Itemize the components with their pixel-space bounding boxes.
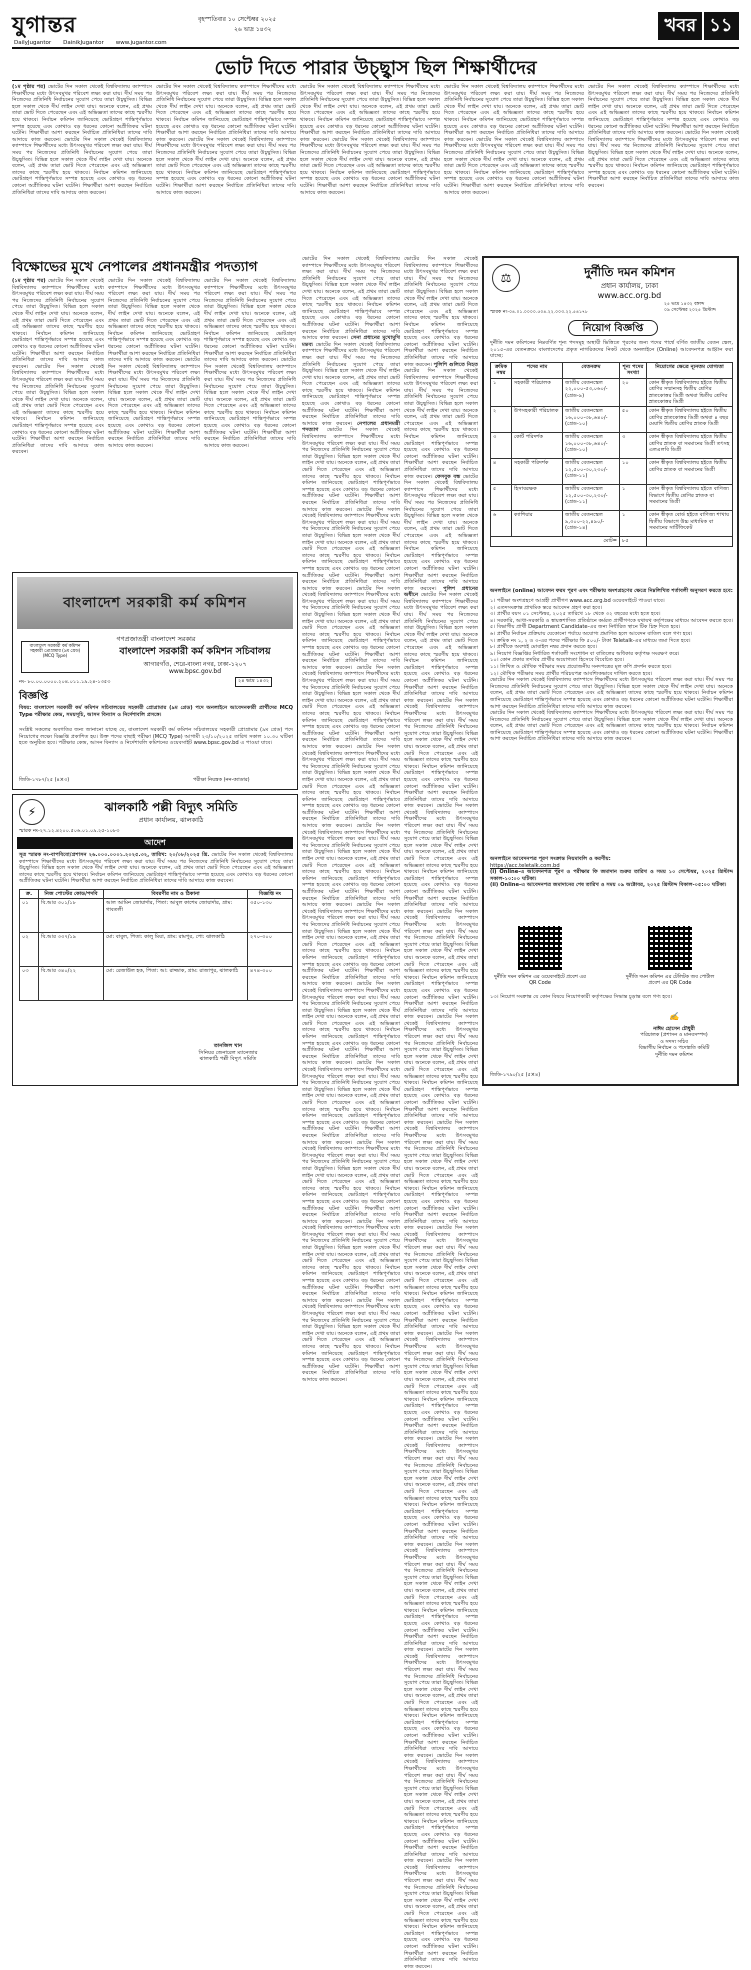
story-text: ভোটের দিন সকাল থেকেই বিশ্ববিদ্যালয় ক্যাম্পাসে শিক্ষার্থীদের মধ্যে উৎসবমুখর পরিবেশ লক্ষ্য করা যায়। দীর্ঘ সময় পর নিজেদের প্রতিনিধি নির্বাচনের সুযোগ পেয়ে তারা উচ্ছ্বসিত। বিভিন্ন হলে সকাল থেকে দীর্ঘ লাইন দেখা যায়। অনেকে বলেন, এই প্রথম তারা ভোট দিতে পেরেছেন এবং এই অভিজ্ঞতা তাদের কাছে স্মরণীয় হয়ে থাকবে। নির্বাচন কমিশন জানিয়েছে ভোটগ্রহণ শান্তিপূর্ণভাবে সম্পন্ন হয়েছে এবং কোথাও বড় ধরনের কোনো অপ্রীতিকর ঘটনা ঘটেনি। শিক্ষার্থীরা আশা করছেন নির্বাচিত প্রতিনিধিরা তাদের দাবি আদায়ে কাজ করবেন। — [302, 823, 400, 909]
acc-code: জিডি-১৭৯০/২৫ (৫×৪) — [490, 1072, 541, 1078]
bpsc-code: জিডি-১৭৮৭/২৫ (৪×৩) — [19, 777, 70, 783]
table-row — [491, 459, 733, 485]
nepal-col-2 — [108, 278, 200, 568]
nepal-col-3 — [204, 278, 296, 568]
filler-text: ভোটের দিন সকাল থেকেই বিশ্ববিদ্যালয় ক্যাম্পাসে শিক্ষার্থীদের মধ্যে উৎসবমুখর পরিবেশ লক্ষ্য করা যায়। দীর্ঘ সময় পর নিজেদের প্রতিনিধি নির্বাচনের সুযোগ পেয়ে তারা উচ্ছ্বসিত। বিভিন্ন হলে সকাল থেকে দীর্ঘ লাইন দেখা যায়। অনেকে বলেন, এই প্রথম তারা ভোট দিতে পেরেছেন এবং এই অভিজ্ঞতা তাদের কাছে স্মরণীয় হয়ে থাকবে। নির্বাচন কমিশন জানিয়েছে ভোটগ্রহণ শান্তিপূর্ণভাবে সম্পন্ন হয়েছে এবং কোথাও বড় ধরনের কোনো অপ্রীতিকর ঘটনা ঘটেনি। শিক্ষার্থীরা আশা করছেন নির্বাচিত প্রতিনিধিরা তাদের দাবি আদায়ে কাজ করবেন। — [490, 710, 733, 743]
signer-committee: বিভাগীয় নির্বাচন ও পদোন্নতি কমিটি — [638, 1045, 710, 1052]
table-cell: ৫০ — [620, 407, 647, 433]
online-start: (i) Online-এ আবেদনপত্র পূরণ ও পরীক্ষার ফি জমাদান শুরুর তারিখ ও সময় ১০ সেপ্টেম্বর, ২০২৫ খ্রিস্টাব্দ সকাল-১০:০০ ঘটিকা। — [490, 869, 733, 882]
table-cell: ০১ — [20, 899, 39, 933]
table-cell: ১ — [620, 485, 647, 511]
signature-scribble: ✍ — [669, 1012, 679, 1021]
story-text: ভোটের দিন সকাল থেকেই বিশ্ববিদ্যালয় ক্যাম্পাসে শিক্ষার্থীদের মধ্যে উৎসবমুখর পরিবেশ লক্ষ্য করা যায়। দীর্ঘ সময় পর নিজেদের প্রতিনিধি নির্বাচনের সুযোগ পেয়ে তারা উচ্ছ্বসিত। বিভিন্ন হলে সকাল থেকে দীর্ঘ লাইন দেখা যায়। অনেকে বলেন, এই প্রথম তারা ভোট দিতে পেরেছেন এবং এই অভিজ্ঞতা তাদের কাছে স্মরণীয় হয়ে থাকবে। নির্বাচন কমিশন জানিয়েছে ভোটগ্রহণ শান্তিপূর্ণভাবে সম্পন্ন হয়েছে এবং কোথাও বড় ধরনের কোনো অপ্রীতিকর ঘটনা ঘটেনি। শিক্ষার্থীরা আশা করছেন নির্বাচিত প্রতিনিধিরা তাদের দাবি আদায়ে কাজ করবেন। — [156, 136, 296, 196]
masthead — [12, 8, 739, 52]
total-label: মোট= — [491, 537, 620, 546]
story-text: ভোটের দিন সকাল থেকেই বিশ্ববিদ্যালয় ক্যাম্পাসে শিক্ষার্থীদের মধ্যে উৎসবমুখর পরিবেশ লক্ষ্য করা যায়। দীর্ঘ সময় পর নিজেদের প্রতিনিধি নির্বাচনের সুযোগ পেয়ে তারা উচ্ছ্বসিত। বিভিন্ন হলে সকাল থেকে দীর্ঘ লাইন দেখা যায়। অনেকে বলেন, এই প্রথম তারা ভোট দিতে পেরেছেন এবং এই অভিজ্ঞতা তাদের কাছে স্মরণীয় হয়ে থাকবে। নির্বাচন কমিশন জানিয়েছে ভোটগ্রহণ শান্তিপূর্ণভাবে সম্পন্ন হয়েছে এবং কোথাও বড় ধরনের কোনো অপ্রীতিকর ঘটনা ঘটেনি। শিক্ষার্থীরা আশা করছেন নির্বাচিত প্রতিনিধিরা তাদের দাবি আদায়ে কাজ করবেন। — [444, 84, 584, 143]
story-text: ভোটের দিন সকাল থেকেই বিশ্ববিদ্যালয় ক্যাম্পাসে শিক্ষার্থীদের মধ্যে উৎসবমুখর পরিবেশ লক্ষ্য করা যায়। দীর্ঘ সময় পর নিজেদের প্রতিনিধি নির্বাচনের সুযোগ পেয়ে তারা উচ্ছ্বসিত। বিভিন্ন হলে সকাল থেকে দীর্ঘ লাইন দেখা যায়। অনেকে বলেন, এই প্রথম তারা ভোট দিতে পেরেছেন এবং এই অভিজ্ঞতা তাদের কাছে স্মরণীয় হয়ে থাকবে। নির্বাচন কমিশন জানিয়েছে ভোটগ্রহণ শান্তিপূর্ণভাবে সম্পন্ন হয়েছে এবং কোথাও বড় ধরনের কোনো অপ্রীতিকর ঘটনা ঘটেনি। শিক্ষার্থীরা আশা করছেন নির্বাচিত প্রতিনিধিরা তাদের দাবি আদায়ে কাজ করবেন। — [588, 84, 739, 137]
story-text: ভোটের দিন সকাল থেকেই বিশ্ববিদ্যালয় ক্যাম্পাসে শিক্ষার্থীদের মধ্যে উৎসবমুখর পরিবেশ লক্ষ্য করা যায়। দীর্ঘ সময় পর নিজেদের প্রতিনিধি নির্বাচনের সুযোগ পেয়ে তারা উচ্ছ্বসিত। বিভিন্ন হলে সকাল থেকে দীর্ঘ লাইন দেখা যায়। অনেকে বলেন, এই প্রথম তারা ভোট দিতে পেরেছেন এবং এই অভিজ্ঞতা তাদের কাছে স্মরণীয় হয়ে থাকবে। নির্বাচন কমিশন জানিয়েছে ভোটগ্রহণ শান্তিপূর্ণভাবে সম্পন্ন হয়েছে এবং কোথাও বড় ধরনের কোনো অপ্রীতিকর ঘটনা ঘটেনি। শিক্ষার্থীরা আশা করছেন নির্বাচিত প্রতিনিধিরা তাদের দাবি আদায়ে কাজ করবেন। — [302, 341, 400, 427]
bpsc-stamp — [21, 641, 89, 673]
bpsc-title: বাংলাদেশ সরকারী কর্ম কমিশন সচিবালয় — [119, 646, 271, 657]
story-text: ভোটের দিন সকাল থেকেই বিশ্ববিদ্যালয় ক্যাম্পাসে শিক্ষার্থীদের মধ্যে উৎসবমুখর পরিবেশ লক্ষ্য করা যায়। দীর্ঘ সময় পর নিজেদের প্রতিনিধি নির্বাচনের সুযোগ পেয়ে তারা উচ্ছ্বসিত। বিভিন্ন হলে সকাল থেকে দীর্ঘ লাইন দেখা যায়। অনেকে বলেন, এই প্রথম তারা ভোট দিতে পেরেছেন এবং এই অভিজ্ঞতা তাদের কাছে স্মরণীয় হয়ে থাকবে। নির্বাচন কমিশন জানিয়েছে ভোটগ্রহণ শান্তিপূর্ণভাবে সম্পন্ন হয়েছে এবং কোথাও বড় ধরনের কোনো অপ্রীতিকর ঘটনা ঘটেনি। শিক্ষার্থীরা আশা করছেন নির্বাচিত প্রতিনিধিরা তাদের দাবি আদায়ে কাজ করবেন। — [404, 1858, 478, 1970]
table-cell: জাতীয় বেতনস্কেল ১৬,০০০-৩৮,৬৪০/- (গ্রেড-১০) — [563, 433, 620, 459]
table-cell: জাতীয় বেতনস্কেল ১২,৫০০-৩০,২৩০/- (গ্রেড-১১) — [563, 485, 620, 511]
story-text: ভোটের দিন সকাল থেকেই বিশ্ববিদ্যালয় ক্যাম্পাসে শিক্ষার্থীদের মধ্যে উৎসবমুখর পরিবেশ লক্ষ্য করা যায়। দীর্ঘ সময় পর নিজেদের প্রতিনিধি নির্বাচনের সুযোগ পেয়ে তারা উচ্ছ্বসিত। বিভিন্ন হলে সকাল থেকে দীর্ঘ লাইন দেখা যায়। অনেকে বলেন, এই প্রথম তারা ভোট দিতে পেরেছেন এবং এই অভিজ্ঞতা তাদের কাছে স্মরণীয় হয়ে থাকবে। নির্বাচন কমিশন জানিয়েছে ভোটগ্রহণ শান্তিপূর্ণভাবে সম্পন্ন হয়েছে এবং কোথাও বড় ধরনের কোনো অপ্রীতিকর ঘটনা ঘটেনি। শিক্ষার্থীরা আশা করছেন নির্বাচিত প্রতিনিধিরা তাদের দাবি আদায়ে কাজ করবেন। — [12, 136, 152, 196]
section-label: খবর — [664, 14, 697, 36]
bpsc-body: সংশ্লিষ্ট সকলের অবগতির জন্য জানানো যাচ্ছে যে, বাংলাদেশ সরকারী কর্ম কমিশন সচিবালয়ের সহকারী প্রোগ্রামার (৯ম গ্রেড) পদে নিয়োগের লক্ষ্যে বিজ্ঞপ্তি প্রকাশিত হয়। উক্ত পদের বাছাই পরীক্ষা (MCQ Type) আগামী ২৩/১০/২০২৫ তারিখ সকাল ১০.৩০ ঘটিকা হতে অনুষ্ঠিত হবে। পরীক্ষার কেন্দ্র, আসন বিন্যাস ও নির্দেশাবলি কমিশনের ওয়েবসাইট www.bpsc.gov.bd এ পাওয়া যাবে। — [19, 727, 293, 747]
story-text: ভোটের দিন সকাল থেকেই বিশ্ববিদ্যালয় ক্যাম্পাসে শিক্ষার্থীদের মধ্যে উৎসবমুখর পরিবেশ লক্ষ্য করা যায়। দীর্ঘ সময় পর নিজেদের প্রতিনিধি নির্বাচনের সুযোগ পেয়ে তারা উচ্ছ্বসিত। বিভিন্ন হলে সকাল থেকে দীর্ঘ লাইন দেখা যায়। অনেকে বলেন, এই প্রথম তারা ভোট দিতে পেরেছেন এবং এই অভিজ্ঞতা তাদের কাছে স্মরণীয় হয়ে থাকবে। নির্বাচন কমিশন জানিয়েছে ভোটগ্রহণ শান্তিপূর্ণভাবে সম্পন্ন হয়েছে এবং কোথাও বড় ধরনের কোনো অপ্রীতিকর ঘটনা ঘটেনি। শিক্ষার্থীরা আশা করছেন নির্বাচিত প্রতিনিধিরা তাদের দাবি আদায়ে কাজ করবেন। — [404, 697, 478, 810]
story-text: ভোটের দিন সকাল থেকেই বিশ্ববিদ্যালয় ক্যাম্পাসে শিক্ষার্থীদের মধ্যে উৎসবমুখর পরিবেশ লক্ষ্য করা যায়। দীর্ঘ সময় পর নিজেদের প্রতিনিধি নির্বাচনের সুযোগ পেয়ে তারা উচ্ছ্বসিত। বিভিন্ন হলে সকাল থেকে দীর্ঘ লাইন দেখা যায়। অনেকে বলেন, এই প্রথম তারা ভোট দিতে পেরেছেন এবং এই অভিজ্ঞতা তাদের কাছে স্মরণীয় হয়ে থাকবে। নির্বাচন কমিশন জানিয়েছে ভোটগ্রহণ শান্তিপূর্ণভাবে সম্পন্ন হয়েছে এবং কোথাও বড় ধরনের কোনো অপ্রীতিকর ঘটনা ঘটেনি। শিক্ষার্থীরা আশা করছেন নির্বাচিত প্রতিনিধিরা তাদের দাবি আদায়ে কাজ করবেন। — [300, 136, 440, 196]
table-cell: ক্যাশিয়ার — [512, 511, 563, 537]
acc-signature-block — [614, 1014, 734, 1058]
table-cell: জাতীয় বেতনস্কেল ১২,৫০০-৩০,২৩০/- (গ্রেড-১১) — [563, 459, 620, 485]
section-badge — [658, 12, 739, 40]
bpsc-address: আগারগাঁও, শেরে-বাংলা নগর, ঢাকা-১২০৭ — [143, 661, 247, 668]
table-row — [20, 933, 293, 967]
acc-vacancy-table — [490, 362, 733, 547]
middle-subhead: পুলিশ প্রধানের অধীনে — [404, 585, 478, 599]
bpsc-ref: নং- ৮০.০০.০০০০.২০৪.০১১.১৯.২৪-১৩৫৩ — [19, 679, 111, 685]
story-text: ভোটের দিন সকাল থেকেই বিশ্ববিদ্যালয় ক্যাম্পাসে শিক্ষার্থীদের মধ্যে উৎসবমুখর পরিবেশ লক্ষ্য করা যায়। দীর্ঘ সময় পর নিজেদের প্রতিনিধি নির্বাচনের সুযোগ পেয়ে তারা উচ্ছ্বসিত। বিভিন্ন হলে সকাল থেকে দীর্ঘ লাইন দেখা যায়। অনেকে বলেন, এই প্রথম তারা ভোট দিতে পেরেছেন এবং এই অভিজ্ঞতা তাদের কাছে স্মরণীয় হয়ে থাকবে। নির্বাচন কমিশন জানিয়েছে ভোটগ্রহণ শান্তিপূর্ণভাবে সম্পন্ন হয়েছে এবং কোথাও বড় ধরনের কোনো অপ্রীতিকর ঘটনা ঘটেনি। শিক্ষার্থীরা আশা করছেন নির্বাচিত প্রতিনিধিরা তাদের দাবি আদায়ে কাজ করবেন। — [404, 1225, 478, 1337]
story-text: ভোটের দিন সকাল থেকেই বিশ্ববিদ্যালয় ক্যাম্পাসে শিক্ষার্থীদের মধ্যে উৎসবমুখর পরিবেশ লক্ষ্য করা যায়। দীর্ঘ সময় পর নিজেদের প্রতিনিধি নির্বাচনের সুযোগ পেয়ে তারা উচ্ছ্বসিত। বিভিন্ন হলে সকাল থেকে দীর্ঘ লাইন দেখা যায়। অনেকে বলেন, এই প্রথম তারা ভোট দিতে পেরেছেন এবং এই অভিজ্ঞতা তাদের কাছে স্মরণীয় হয়ে থাকবে। নির্বাচন কমিশন জানিয়েছে ভোটগ্রহণ শান্তিপূর্ণভাবে সম্পন্ন হয়েছে এবং কোথাও বড় ধরনের কোনো অপ্রীতিকর ঘটনা ঘটেনি। শিক্ষার্থীরা আশা করছেন নির্বাচিত প্রতিনিধিরা তাদের দাবি আদায়ে কাজ করবেন। — [204, 357, 296, 449]
table-cell: ৪ — [491, 459, 512, 485]
bpsc-banner-photo — [17, 577, 293, 629]
story-text: ভোটের দিন সকাল থেকেই বিশ্ববিদ্যালয় ক্যাম্পাসে শিক্ষার্থীদের মধ্যে উৎসবমুখর পরিবেশ লক্ষ্য করা যায়। দীর্ঘ সময় পর নিজেদের প্রতিনিধি নির্বাচনের সুযোগ পেয়ে তারা উচ্ছ্বসিত। বিভিন্ন হলে সকাল থেকে দীর্ঘ লাইন দেখা যায়। অনেকে বলেন, এই প্রথম তারা ভোট দিতে পেরেছেন এবং এই অভিজ্ঞতা তাদের কাছে স্মরণীয় হয়ে থাকবে। নির্বাচন কমিশন জানিয়েছে ভোটগ্রহণ শান্তিপূর্ণভাবে সম্পন্ন হয়েছে এবং কোথাও বড় ধরনের কোনো অপ্রীতিকর ঘটনা ঘটেনি। শিক্ষার্থীরা আশা করছেন নির্বাচিত প্রতিনিধিরা তাদের দাবি আদায়ে কাজ করবেন। — [404, 1541, 478, 1654]
table-cell: মো: বাবুল, পিতা: কালু মিয়া, গ্রাম: রামপুর, পো: ঝালকাঠি — [104, 933, 248, 967]
story-text: ভোটের দিন সকাল থেকেই বিশ্ববিদ্যালয় ক্যাম্পাসে শিক্ষার্থীদের মধ্যে উৎসবমুখর পরিবেশ লক্ষ্য করা যায়। দীর্ঘ সময় পর নিজেদের প্রতিনিধি নির্বাচনের সুযোগ পেয়ে তারা উচ্ছ্বসিত। বিভিন্ন হলে সকাল থেকে দীর্ঘ লাইন দেখা যায়। অনেকে বলেন, এই প্রথম তারা ভোট দিতে পেরেছেন এবং এই অভিজ্ঞতা তাদের কাছে স্মরণীয় হয়ে থাকবে। নির্বাচন কমিশন জানিয়েছে ভোটগ্রহণ শান্তিপূর্ণভাবে সম্পন্ন হয়েছে এবং কোথাও বড় ধরনের কোনো অপ্রীতিকর ঘটনা ঘটেনি। শিক্ষার্থীরা আশা করছেন নির্বাচিত প্রতিনিধিরা তাদের দাবি আদায়ে কাজ করবেন। — [404, 1014, 478, 1126]
nepal-byline: (১ম পৃষ্ঠার পর) — [12, 278, 46, 284]
jhalokathi-signature — [163, 1043, 293, 1063]
story-text: ভোটের দিন সকাল থেকেই বিশ্ববিদ্যালয় ক্যাম্পাসে শিক্ষার্থীদের মধ্যে উৎসবমুখর পরিবেশ লক্ষ্য করা যায়। দীর্ঘ সময় পর নিজেদের প্রতিনিধি নির্বাচনের সুযোগ পেয়ে তারা উচ্ছ্বসিত। বিভিন্ন হলে সকাল থেকে দীর্ঘ লাইন দেখা যায়। অনেকে বলেন, এই প্রথম তারা ভোট দিতে পেরেছেন এবং এই অভিজ্ঞতা তাদের কাছে স্মরণীয় হয়ে থাকবে। নির্বাচন কমিশন জানিয়েছে ভোটগ্রহণ শান্তিপূর্ণভাবে সম্পন্ন হয়েছে এবং কোথাও বড় ধরনের কোনো অপ্রীতিকর ঘটনা ঘটেনি। শিক্ষার্থীরা আশা করছেন নির্বাচিত প্রতিনিধিরা তাদের দাবি আদায়ে কাজ করবেন। — [404, 368, 478, 480]
acc-ad — [482, 256, 739, 1086]
condition-item: ২। এতদসংক্রান্ত প্রাথমিক স্তরে আবেদন গ্রহণ করা হবে। — [490, 604, 602, 611]
story-text: ভোটের দিন সকাল থেকেই বিশ্ববিদ্যালয় ক্যাম্পাসে শিক্ষার্থীদের মধ্যে উৎসবমুখর পরিবেশ লক্ষ্য করা যায়। দীর্ঘ সময় পর নিজেদের প্রতিনিধি নির্বাচনের সুযোগ পেয়ে তারা উচ্ছ্বসিত। বিভিন্ন হলে সকাল থেকে দীর্ঘ লাইন দেখা যায়। অনেকে বলেন, এই প্রথম তারা ভোট দিতে পেরেছেন এবং এই অভিজ্ঞতা তাদের কাছে স্মরণীয় হয়ে থাকবে। নির্বাচন কমিশন জানিয়েছে ভোটগ্রহণ শান্তিপূর্ণভাবে সম্পন্ন হয়েছে এবং কোথাও বড় ধরনের কোনো অপ্রীতিকর ঘটনা ঘটেনি। শিক্ষার্থীরা আশা করছেন নির্বাচিত প্রতিনিধিরা তাদের দাবি আদায়ে কাজ করবেন। — [300, 84, 440, 143]
table-header: বিজ্ঞপ্তি নং — [248, 890, 293, 899]
bpsc-subject: বিষয়: বাংলাদেশ সরকারী কর্ম কমিশন সচিবালয়ের সহকারী প্রোগ্রামার (৯ম গ্রেড) পদে অনলাইনে আবেদনকারী প্রার্থীদের MCQ Type পরীক্ষার কেন্দ্র, সময়সূচি, আসন বিন্যাস ও নির্দেশাবলি প্রসঙ্গে। — [19, 705, 293, 718]
signer-name: নাঈম হোসেন চৌধুরী — [653, 1026, 695, 1032]
nepal-col-1 — [12, 278, 104, 568]
order-subject-text: সূত্র স্মারক নং-বাপবিবো/প্রশাসন ২৬.০০০.০০০১.২০২৫.৩২, তারিখ: ২০/০৮/২০২৫ খ্রি. — [19, 852, 210, 858]
table-cell: কোন স্বীকৃত বিশ্ববিদ্যালয় হইতে বাণিজ্য বিভাগে দ্বিতীয় শ্রেণির স্নাতক বা সমমানের ডিগ্রী — [647, 485, 733, 511]
table-cell: কোন স্বীকৃত বিশ্ববিদ্যালয় হইতে দ্বিতীয় শ্রেণির স্নাতক বা সমমানের ডিগ্রী — [647, 459, 733, 485]
signer-org: ঝালকাঠি পল্লী বিদ্যুৎ সমিতি — [199, 1056, 257, 1063]
page-number: ১১ — [702, 11, 732, 42]
table-cell: উপসহকারী পরিচালক — [512, 407, 563, 433]
condition-item: ১। পরীক্ষা অংশগ্রহণে আগ্রহী প্রার্থীগণ www.acc.org.bd ওয়েবসাইটে পাওয়া যাবে। — [490, 598, 665, 604]
table-cell: ৬ — [491, 511, 512, 537]
table-cell: ২০ — [620, 378, 647, 407]
table-row — [20, 967, 293, 1001]
bpsc-date: ২৪ ভাদ্র ১৪৩২ — [235, 677, 272, 687]
date-line-2 — [234, 24, 271, 35]
table-cell: জাতীয় বেতনস্কেল ৯,৩০০-২২,৪৯০/- (গ্রেড-১৪) — [563, 511, 620, 537]
stamp-line: সহকারী প্রোগ্রামার (৯ম গ্রেড) — [29, 649, 81, 655]
pbs-logo: ⚡ — [19, 799, 45, 825]
middle-subhead: পুলিশি গুলিতে নিহত — [433, 361, 478, 368]
condition-item: ৪। সরকারি, আধা-সরকারি ও স্বায়ত্তশাসিত প্রতিষ্ঠানে কর্মরত প্রার্থীগণকে যথাযথ কর্তৃপক্ষের মাধ্যমে আবেদন করতে হবে। — [490, 617, 733, 624]
middle-subhead: সেনা প্রধানের মুখোমুখি মন্তব্য — [302, 335, 400, 348]
acc-web[interactable]: www.acc.org.bd — [597, 291, 662, 300]
acc-date-1: ২৫ ভাদ্র ১৪৩২ বঙ্গাব্দ — [664, 302, 705, 307]
online-title: অনলাইনে আবেদনপত্র পূরণ সংক্রান্ত নিয়মাবলি ও করণীয়: — [490, 856, 611, 862]
bpsc-signer: পরীক্ষা নিয়ন্ত্রক (নন-ক্যাডার) — [193, 777, 250, 783]
middle-subhead: নেপালের প্রধানমন্ত্রী পদত্যাগ — [302, 420, 400, 434]
story-text: ভোটের দিন সকাল থেকেই বিশ্ববিদ্যালয় ক্যাম্পাসে শিক্ষার্থীদের মধ্যে উৎসবমুখর পরিবেশ লক্ষ্য করা যায়। দীর্ঘ সময় পর নিজেদের প্রতিনিধি নির্বাচনের সুযোগ পেয়ে তারা উচ্ছ্বসিত। বিভিন্ন হলে সকাল থেকে দীর্ঘ লাইন দেখা যায়। অনেকে বলেন, এই প্রথম তারা ভোট দিতে পেরেছেন এবং এই অভিজ্ঞতা তাদের কাছে স্মরণীয় হয়ে থাকবে। নির্বাচন কমিশন জানিয়েছে ভোটগ্রহণ শান্তিপূর্ণভাবে সম্পন্ন হয়েছে এবং কোথাও বড় ধরনের কোনো অপ্রীতিকর ঘটনা ঘটেনি। শিক্ষার্থীরা আশা করছেন নির্বাচিত প্রতিনিধিরা তাদের দাবি আদায়ে কাজ করবেন। — [404, 1330, 478, 1443]
story-text: ভোটের দিন সকাল থেকেই বিশ্ববিদ্যালয় ক্যাম্পাসে শিক্ষার্থীদের মধ্যে উৎসবমুখর পরিবেশ লক্ষ্য করা যায়। দীর্ঘ সময় পর নিজেদের প্রতিনিধি নির্বাচনের সুযোগ পেয়ে তারা উচ্ছ্বসিত। বিভিন্ন হলে সকাল থেকে দীর্ঘ লাইন দেখা যায়। অনেকে বলেন, এই প্রথম তারা ভোট দিতে পেরেছেন এবং এই অভিজ্ঞতা তাদের কাছে স্মরণীয় হয়ে থাকবে। নির্বাচন কমিশন জানিয়েছে ভোটগ্রহণ শান্তিপূর্ণভাবে সম্পন্ন হয়েছে এবং কোথাও বড় ধরনের কোনো অপ্রীতিকর ঘটনা ঘটেনি। শিক্ষার্থীরা আশা করছেন নির্বাচিত প্রতিনিধিরা তাদের দাবি আদায়ে কাজ করবেন। — [108, 357, 200, 449]
story-text: ভোটের দিন সকাল থেকেই বিশ্ববিদ্যালয় ক্যাম্পাসে শিক্ষার্থীদের মধ্যে উৎসবমুখর পরিবেশ লক্ষ্য করা যায়। দীর্ঘ সময় পর নিজেদের প্রতিনিধি নির্বাচনের সুযোগ পেয়ে তারা উচ্ছ্বসিত। বিভিন্ন হলে সকাল থেকে দীর্ঘ লাইন দেখা যায়। অনেকে বলেন, এই প্রথম তারা ভোট দিতে পেরেছেন এবং এই অভিজ্ঞতা তাদের কাছে স্মরণীয় হয়ে থাকবে। নির্বাচন কমিশন জানিয়েছে ভোটগ্রহণ শান্তিপূর্ণভাবে সম্পন্ন হয়েছে এবং কোথাও বড় ধরনের কোনো অপ্রীতিকর ঘটনা ঘটেনি। শিক্ষার্থীরা আশা করছেন নির্বাচিত প্রতিনিধিরা তাদের দাবি আদায়ে কাজ করবেন। — [302, 1060, 400, 1146]
acc-subtitle: প্রধান কার্যালয়, ঢাকা — [600, 282, 659, 290]
table-row — [491, 485, 733, 511]
nepal-headline: বিক্ষোভের মুখে নেপালের প্রধানমন্ত্রীর পদত্যাগ — [12, 259, 258, 275]
story-text: ভোটের দিন সকাল থেকেই বিশ্ববিদ্যালয় ক্যাম্পাসে শিক্ষার্থীদের মধ্যে উৎসবমুখর পরিবেশ লক্ষ্য করা যায়। দীর্ঘ সময় পর নিজেদের প্রতিনিধি নির্বাচনের সুযোগ পেয়ে তারা উচ্ছ্বসিত। বিভিন্ন হলে সকাল থেকে দীর্ঘ লাইন দেখা যায়। অনেকে বলেন, এই প্রথম তারা ভোট দিতে পেরেছেন এবং এই অভিজ্ঞতা তাদের কাছে স্মরণীয় হয়ে থাকবে। নির্বাচন কমিশন জানিয়েছে ভোটগ্রহণ শান্তিপূর্ণভাবে সম্পন্ন হয়েছে এবং কোথাও বড় ধরনের কোনো অপ্রীতিকর ঘটনা ঘটেনি। শিক্ষার্থীরা আশা করছেন নির্বাচিত প্রতিনিধিরা তাদের দাবি আদায়ে কাজ করবেন। — [444, 136, 584, 196]
date-text: বৃহস্পতিবার ১০ সেপ্টেম্বর ২০২৫ — [198, 16, 277, 23]
bpsc-web[interactable]: www.bpsc.gov.bd — [168, 668, 222, 675]
story-text: ভোটের দিন সকাল থেকেই বিশ্ববিদ্যালয় ক্যাম্পাসে শিক্ষার্থীদের মধ্যে উৎসবমুখর পরিবেশ লক্ষ্য করা যায়। দীর্ঘ সময় পর নিজেদের প্রতিনিধি নির্বাচনের সুযোগ পেয়ে তারা উচ্ছ্বসিত। বিভিন্ন হলে সকাল থেকে দীর্ঘ লাইন দেখা যায়। অনেকে বলেন, এই প্রথম তারা ভোট দিতে পেরেছেন এবং এই অভিজ্ঞতা তাদের কাছে স্মরণীয় হয়ে থাকবে। নির্বাচন কমিশন জানিয়েছে ভোটগ্রহণ শান্তিপূর্ণভাবে সম্পন্ন হয়েছে এবং কোথাও বড় ধরনের কোনো অপ্রীতিকর ঘটনা ঘটেনি। শিক্ষার্থীরা আশা করছেন নির্বাচিত প্রতিনিধিরা তাদের দাবি আদায়ে কাজ করবেন। — [302, 585, 400, 671]
story-text: ভোটের দিন সকাল থেকেই বিশ্ববিদ্যালয় ক্যাম্পাসে শিক্ষার্থীদের মধ্যে উৎসবমুখর পরিবেশ লক্ষ্য করা যায়। দীর্ঘ সময় পর নিজেদের প্রতিনিধি নির্বাচনের সুযোগ পেয়ে তারা উচ্ছ্বসিত। বিভিন্ন হলে সকাল থেকে দীর্ঘ লাইন দেখা যায়। অনেকে বলেন, এই প্রথম তারা ভোট দিতে পেরেছেন এবং এই অভিজ্ঞতা তাদের কাছে স্মরণীয় হয়ে থাকবে। নির্বাচন কমিশন জানিয়েছে ভোটগ্রহণ শান্তিপূর্ণভাবে সম্পন্ন হয়েছে এবং কোথাও বড় ধরনের কোনো অপ্রীতিকর ঘটনা ঘটেনি। শিক্ষার্থীরা আশা করছেন নির্বাচিত প্রতিনিধিরা তাদের দাবি আদায়ে কাজ করবেন। — [204, 278, 296, 364]
table-cell: সহকারী পরিদর্শক — [512, 459, 563, 485]
table-cell: ৩৫০-১৩০ — [248, 899, 293, 933]
table-cell: ১০ — [620, 459, 647, 485]
middle-subhead: ফেসবুক বন্ধ — [434, 473, 461, 480]
table-header: ক্রমিক নম্বর — [491, 363, 512, 379]
table-cell: কোন স্বীকৃত বিশ্ববিদ্যালয় হইতে দ্বিতীয় শ্রেণির সম্মানসহ দ্বিতীয় শ্রেণির স্নাতকোত্তর ডিগ্রী অথবা দ্বিতীয় শ্রেণির স্নাতকোত্তর ডিগ্রী — [647, 378, 733, 407]
story-text: ভোটের দিন সকাল থেকেই বিশ্ববিদ্যালয় ক্যাম্পাসে শিক্ষার্থীদের মধ্যে উৎসবমুখর পরিবেশ লক্ষ্য করা যায়। দীর্ঘ সময় পর নিজেদের প্রতিনিধি নির্বাচনের সুযোগ পেয়ে তারা উচ্ছ্বসিত। বিভিন্ন হলে সকাল থেকে দীর্ঘ লাইন দেখা যায়। অনেকে বলেন, এই প্রথম তারা ভোট দিতে পেরেছেন এবং এই অভিজ্ঞতা তাদের কাছে স্মরণীয় হয়ে থাকবে। নির্বাচন কমিশন জানিয়েছে ভোটগ্রহণ শান্তিপূর্ণভাবে সম্পন্ন হয়েছে এবং কোথাও বড় ধরনের কোনো অপ্রীতিকর ঘটনা ঘটেনি। শিক্ষার্থীরা আশা করছেন নির্বাচিত প্রতিনিধিরা তাদের দাবি আদায়ে কাজ করবেন। — [404, 1752, 478, 1865]
story-text: ভোটের দিন সকাল থেকেই বিশ্ববিদ্যালয় ক্যাম্পাসে শিক্ষার্থীদের মধ্যে উৎসবমুখর পরিবেশ লক্ষ্য করা যায়। দীর্ঘ সময় পর নিজেদের প্রতিনিধি নির্বাচনের সুযোগ পেয়ে তারা উচ্ছ্বসিত। বিভিন্ন হলে সকাল থেকে দীর্ঘ লাইন দেখা যায়। অনেকে বলেন, এই প্রথম তারা ভোট দিতে পেরেছেন এবং এই অভিজ্ঞতা তাদের কাছে স্মরণীয় হয়ে থাকবে। নির্বাচন কমিশন জানিয়েছে ভোটগ্রহণ শান্তিপূর্ণভাবে সম্পন্ন হয়েছে এবং কোথাও বড় ধরনের কোনো অপ্রীতিকর ঘটনা ঘটেনি। শিক্ষার্থীরা আশা করছেন নির্বাচিত প্রতিনিধিরা তাদের দাবি আদায়ে কাজ করবেন। — [302, 902, 400, 988]
condition-item: ৭। ক্রমিক নং ১, ২ ও ৩-এর পদের পরীক্ষার ফি ৫০০/- টাকা Teletalk-এর মাধ্যমে জমা দিতে হবে। — [490, 637, 691, 644]
condition-item: ৫। বিভাগীয় প্রার্থী Department Candidate-এর জন্য নির্ধারিত স্থানে টিক চিহ্ন দিতে হবে। — [490, 624, 681, 631]
condition-item: ৮। প্রার্থীকে অবশ্যই মোবাইল নম্বর প্রদান করতে হবে। — [490, 644, 598, 651]
acc-date-block — [664, 302, 716, 314]
table-cell: ৩ — [491, 433, 512, 459]
newspaper-logo: যুগান্তর — [12, 12, 77, 38]
condition-item: ৯। নিয়োগ বিজ্ঞপ্তির নির্ধারিত শর্তাবলী সংশোধন বা বাতিলের অধিকার কর্তৃপক্ষ সংরক্ষণ করে। — [490, 650, 680, 657]
story-text: ভোটের দিন সকাল থেকেই বিশ্ববিদ্যালয় ক্যাম্পাসে শিক্ষার্থীদের মধ্যে উৎসবমুখর পরিবেশ লক্ষ্য করা যায়। দীর্ঘ সময় পর নিজেদের প্রতিনিধি নির্বাচনের সুযোগ পেয়ে তারা উচ্ছ্বসিত। বিভিন্ন হলে সকাল থেকে দীর্ঘ লাইন দেখা যায়। অনেকে বলেন, এই প্রথম তারা ভোট দিতে পেরেছেন এবং এই অভিজ্ঞতা তাদের কাছে স্মরণীয় হয়ে থাকবে। নির্বাচন কমিশন জানিয়েছে ভোটগ্রহণ শান্তিপূর্ণভাবে সম্পন্ন হয়েছে এবং কোথাও বড় ধরনের কোনো অপ্রীতিকর ঘটনা ঘটেনি। শিক্ষার্থীরা আশা করছেন নির্বাচিত প্রতিনিধিরা তাদের দাবি আদায়ে কাজ করবেন। — [404, 473, 478, 592]
online-end: (ii) Online-এ আবেদনপত্র জমাদানের শেষ তারিখ ও সময় ০৯ অক্টোবর, ২০২৫ খ্রিস্টাব্দ বিকাল-০৫:০০ ঘটিকা। — [490, 882, 727, 889]
stamp-line: বাংলাদেশ সরকারী কর্ম কমিশন — [29, 644, 81, 649]
story-text: ভোটের দিন সকাল থেকেই বিশ্ববিদ্যালয় ক্যাম্পাসে শিক্ষার্থীদের মধ্যে উৎসবমুখর পরিবেশ লক্ষ্য করা যায়। দীর্ঘ সময় পর নিজেদের প্রতিনিধি নির্বাচনের সুযোগ পেয়ে তারা উচ্ছ্বসিত। বিভিন্ন হলে সকাল থেকে দীর্ঘ লাইন দেখা যায়। অনেকে বলেন, এই প্রথম তারা ভোট দিতে পেরেছেন এবং এই অভিজ্ঞতা তাদের কাছে স্মরণীয় হয়ে থাকবে। নির্বাচন কমিশন জানিয়েছে ভোটগ্রহণ শান্তিপূর্ণভাবে সম্পন্ন হয়েছে এবং কোথাও বড় ধরনের কোনো অপ্রীতিকর ঘটনা ঘটেনি। শিক্ষার্থীরা আশা করছেন নির্বাচিত প্রতিনিধিরা তাদের দাবি আদায়ে কাজ করবেন। — [404, 1436, 478, 1548]
website-link[interactable]: www.jugantor.com — [115, 40, 167, 46]
story-text: ভোটের দিন সকাল থেকেই বিশ্ববিদ্যালয় ক্যাম্পাসে শিক্ষার্থীদের মধ্যে উৎসবমুখর পরিবেশ লক্ষ্য করা যায়। দীর্ঘ সময় পর নিজেদের প্রতিনিধি নির্বাচনের সুযোগ পেয়ে তারা উচ্ছ্বসিত। বিভিন্ন হলে সকাল থেকে দীর্ঘ লাইন দেখা যায়। অনেকে বলেন, এই প্রথম তারা ভোট দিতে পেরেছেন এবং এই অভিজ্ঞতা তাদের কাছে স্মরণীয় হয়ে থাকবে। নির্বাচন কমিশন জানিয়েছে ভোটগ্রহণ শান্তিপূর্ণভাবে সম্পন্ন হয়েছে এবং কোথাও বড় ধরনের কোনো অপ্রীতিকর ঘটনা ঘটেনি। শিক্ষার্থীরা আশা করছেন নির্বাচিত প্রতিনিধিরা তাদের দাবি আদায়ে কাজ করবেন। — [302, 427, 401, 513]
bpsc-republic: গণপ্রজাতন্ত্রী বাংলাদেশ সরকার — [116, 635, 196, 643]
date-text-2: ২৬ ভাদ্র ১৪৩২ — [234, 26, 272, 33]
condition-item: ১২। মৌখিক পরীক্ষার সময় প্রার্থীর পরিচয়পত্র আবশ্যিকভাবে দাখিল করতে হবে। — [490, 670, 653, 677]
story-text: ভোটের দিন সকাল থেকেই বিশ্ববিদ্যালয় ক্যাম্পাসে শিক্ষার্থীদের মধ্যে উৎসবমুখর পরিবেশ লক্ষ্য করা যায়। দীর্ঘ সময় পর নিজেদের প্রতিনিধি নির্বাচনের সুযোগ পেয়ে তারা উচ্ছ্বসিত। বিভিন্ন হলে সকাল থেকে দীর্ঘ লাইন দেখা যায়। অনেকে বলেন, এই প্রথম তারা ভোট দিতে পেরেছেন এবং এই অভিজ্ঞতা তাদের কাছে স্মরণীয় হয়ে থাকবে। নির্বাচন কমিশন জানিয়েছে ভোটগ্রহণ শান্তিপূর্ণভাবে সম্পন্ন হয়েছে এবং কোথাও বড় ধরনের কোনো অপ্রীতিকর ঘটনা ঘটেনি। শিক্ষার্থীরা আশা করছেন নির্বাচিত প্রতিনিধিরা তাদের দাবি আদায়ে কাজ করবেন। — [404, 592, 479, 704]
table-row — [491, 511, 733, 537]
story-text: ভোটের দিন সকাল থেকেই বিশ্ববিদ্যালয় ক্যাম্পাসে শিক্ষার্থীদের মধ্যে উৎসবমুখর পরিবেশ লক্ষ্য করা যায়। দীর্ঘ সময় পর নিজেদের প্রতিনিধি নির্বাচনের সুযোগ পেয়ে তারা উচ্ছ্বসিত। বিভিন্ন হলে সকাল থেকে দীর্ঘ লাইন দেখা যায়। অনেকে বলেন, এই প্রথম তারা ভোট দিতে পেরেছেন এবং এই অভিজ্ঞতা তাদের কাছে স্মরণীয় হয়ে থাকবে। নির্বাচন কমিশন জানিয়েছে ভোটগ্রহণ শান্তিপূর্ণভাবে সম্পন্ন হয়েছে এবং কোথাও বড় ধরনের কোনো অপ্রীতিকর ঘটনা ঘটেনি। শিক্ষার্থীরা আশা করছেন নির্বাচিত প্রতিনিধিরা তাদের দাবি আদায়ে কাজ করবেন। — [302, 981, 400, 1067]
table-cell: ১ — [620, 511, 647, 537]
order-subject — [19, 852, 293, 886]
story-text: ভোটের দিন সকাল থেকেই বিশ্ববিদ্যালয় ক্যাম্পাসে শিক্ষার্থীদের মধ্যে উৎসবমুখর পরিবেশ লক্ষ্য করা যায়। দীর্ঘ সময় পর নিজেদের প্রতিনিধি নির্বাচনের সুযোগ পেয়ে তারা উচ্ছ্বসিত। বিভিন্ন হলে সকাল থেকে দীর্ঘ লাইন দেখা যায়। অনেকে বলেন, এই প্রথম তারা ভোট দিতে পেরেছেন এবং এই অভিজ্ঞতা তাদের কাছে স্মরণীয় হয়ে থাকবে। নির্বাচন কমিশন জানিয়েছে ভোটগ্রহণ শান্তিপূর্ণভাবে সম্পন্ন হয়েছে এবং কোথাও বড় ধরনের কোনো অপ্রীতিকর ঘটনা ঘটেনি। শিক্ষার্থীরা আশা করছেন নির্বাচিত প্রতিনিধিরা তাদের দাবি আদায়ে কাজ করবেন। — [302, 1139, 400, 1225]
acc-online-section — [490, 856, 733, 920]
acc-website-qr-code[interactable] — [518, 926, 562, 970]
table-cell: সহকারী পরিচালক — [512, 378, 563, 407]
table-cell: ২ — [491, 407, 512, 433]
signer-role: ও সদস্য সচিব — [660, 1038, 688, 1045]
main-story-col-4 — [444, 84, 584, 250]
signer-title: সিনিয়র জেনারেল ম্যানেজার — [198, 1049, 258, 1056]
story-text: ভোটের দিন সকাল থেকেই বিশ্ববিদ্যালয় ক্যাম্পাসে শিক্ষার্থীদের মধ্যে উৎসবমুখর পরিবেশ লক্ষ্য করা যায়। দীর্ঘ সময় পর নিজেদের প্রতিনিধি নির্বাচনের সুযোগ পেয়ে তারা উচ্ছ্বসিত। বিভিন্ন হলে সকাল থেকে দীর্ঘ লাইন দেখা যায়। অনেকে বলেন, এই প্রথম তারা ভোট দিতে পেরেছেন এবং এই অভিজ্ঞতা তাদের কাছে স্মরণীয় হয়ে থাকবে। নির্বাচন কমিশন জানিয়েছে ভোটগ্রহণ শান্তিপূর্ণভাবে সম্পন্ন হয়েছে এবং কোথাও বড় ধরনের কোনো অপ্রীতিকর ঘটনা ঘটেনি। শিক্ষার্থীরা আশা করছেন নির্বাচিত প্রতিনিধিরা তাদের দাবি আদায়ে কাজ করবেন। — [588, 130, 739, 189]
story-text: ভোটের দিন সকাল থেকেই বিশ্ববিদ্যালয় ক্যাম্পাসে শিক্ষার্থীদের মধ্যে উৎসবমুখর পরিবেশ লক্ষ্য করা যায়। দীর্ঘ সময় পর নিজেদের প্রতিনিধি নির্বাচনের সুযোগ পেয়ে তারা উচ্ছ্বসিত। বিভিন্ন হলে সকাল থেকে দীর্ঘ লাইন দেখা যায়। অনেকে বলেন, এই প্রথম তারা ভোট দিতে পেরেছেন এবং এই অভিজ্ঞতা তাদের কাছে স্মরণীয় হয়ে থাকবে। নির্বাচন কমিশন জানিয়েছে ভোটগ্রহণ শান্তিপূর্ণভাবে সম্পন্ন হয়েছে এবং কোথাও বড় ধরনের কোনো অপ্রীতিকর ঘটনা ঘটেনি। শিক্ষার্থীরা আশা করছেন নির্বাচিত প্রতিনিধিরা তাদের দাবি আদায়ে কাজ করবেন। — [12, 363, 104, 456]
table-cell: বি.আর ৩০১/১৮ — [39, 899, 104, 933]
table-header: নিয়োগের ক্ষেত্রে ন্যূনতম যোগ্যতা — [647, 363, 733, 379]
acc-date-2: ০৯ সেপ্টেম্বর ২০২৫ খ্রিস্টাব্দ — [664, 308, 716, 313]
condition-item: ১১। লিখিত ও মৌখিক পরীক্ষার সময় প্রয়োজনীয় সনদপত্রের মূল কপি প্রদর্শন করতে হবে। — [490, 663, 672, 670]
middle-col-b — [404, 256, 479, 1970]
story-text: ভোটের দিন সকাল থেকেই বিশ্ববিদ্যালয় ক্যাম্পাসে শিক্ষার্থীদের মধ্যে উৎসবমুখর পরিবেশ লক্ষ্য করা যায়। দীর্ঘ সময় পর নিজেদের প্রতিনিধি নির্বাচনের সুযোগ পেয়ে তারা উচ্ছ্বসিত। বিভিন্ন হলে সকাল থেকে দীর্ঘ লাইন দেখা যায়। অনেকে বলেন, এই প্রথম তারা ভোট দিতে পেরেছেন এবং এই অভিজ্ঞতা তাদের কাছে স্মরণীয় হয়ে থাকবে। নির্বাচন কমিশন জানিয়েছে ভোটগ্রহণ শান্তিপূর্ণভাবে সম্পন্ন হয়েছে এবং কোথাও বড় ধরনের কোনো অপ্রীতিকর ঘটনা ঘটেনি। শিক্ষার্থীরা আশা করছেন নির্বাচিত প্রতিনিধিরা তাদের দাবি আদায়ে কাজ করবেন। — [12, 278, 104, 370]
table-cell: কোর্ট পরিদর্শক — [512, 433, 563, 459]
order-title: আদেশ — [144, 838, 166, 847]
total-value: ৮৫ — [620, 537, 647, 546]
main-story-col-5 — [588, 84, 739, 250]
social-links — [14, 40, 167, 46]
story-text: ভোটের দিন সকাল থেকেই বিশ্ববিদ্যালয় ক্যাম্পাসে শিক্ষার্থীদের মধ্যে উৎসবমুখর পরিবেশ লক্ষ্য করা যায়। দীর্ঘ সময় পর নিজেদের প্রতিনিধি নির্বাচনের সুযোগ পেয়ে তারা উচ্ছ্বসিত। বিভিন্ন হলে সকাল থেকে দীর্ঘ লাইন দেখা যায়। অনেকে বলেন, এই প্রথম তারা ভোট দিতে পেরেছেন এবং এই অভিজ্ঞতা তাদের কাছে স্মরণীয় হয়ে থাকবে। নির্বাচন কমিশন জানিয়েছে ভোটগ্রহণ শান্তিপূর্ণভাবে সম্পন্ন হয়েছে এবং কোথাও বড় ধরনের কোনো অপ্রীতিকর ঘটনা ঘটেনি। শিক্ষার্থীরা আশা করছেন নির্বাচিত প্রতিনিধিরা তাদের দাবি আদায়ে কাজ করবেন। — [404, 256, 478, 368]
table-header: শূন্য পদের সংখ্যা — [620, 363, 647, 379]
table-cell: কোন স্বীকৃত বিশ্ববিদ্যালয় হইতে দ্বিতীয় শ্রেণির স্নাতকোত্তর ডিগ্রী অথবা ৪ বছর মেয়াদি দ্বিতীয় শ্রেণির স্নাতক ডিগ্রী — [647, 407, 733, 433]
main-headline: ভোট দিতে পারার উচ্ছ্বাস ছিল শিক্ষার্থীদের — [214, 57, 537, 79]
table-cell: ৪৭৪-৩০০ — [248, 967, 293, 1001]
table-cell: বি.আর ৩৩৭/১৯ — [39, 933, 104, 967]
table-row — [20, 899, 293, 933]
twitter-link[interactable]: DailyJugantor — [14, 40, 52, 46]
story-text: ভোটের দিন সকাল থেকেই বিশ্ববিদ্যালয় ক্যাম্পাসে শিক্ষার্থীদের মধ্যে উৎসবমুখর পরিবেশ লক্ষ্য করা যায়। দীর্ঘ সময় পর নিজেদের প্রতিনিধি নির্বাচনের সুযোগ পেয়ে তারা উচ্ছ্বসিত। বিভিন্ন হলে সকাল থেকে দীর্ঘ লাইন দেখা যায়। অনেকে বলেন, এই প্রথম তারা ভোট দিতে পেরেছেন এবং এই অভিজ্ঞতা তাদের কাছে স্মরণীয় হয়ে থাকবে। নির্বাচন কমিশন জানিয়েছে ভোটগ্রহণ শান্তিপূর্ণভাবে সম্পন্ন হয়েছে এবং কোথাও বড় ধরনের কোনো অপ্রীতিকর ঘটনা ঘটেনি। শিক্ষার্থীরা আশা করছেন নির্বাচিত প্রতিনিধিরা তাদের দাবি আদায়ে কাজ করবেন। — [404, 1647, 478, 1759]
bpsc-ad — [12, 572, 298, 790]
table-cell: ২৭০-৩০০ — [248, 933, 293, 967]
acc-conditions — [490, 598, 733, 850]
story-text: ভোটের দিন সকাল থেকেই বিশ্ববিদ্যালয় ক্যাম্পাসে শিক্ষার্থীদের মধ্যে উৎসবমুখর পরিবেশ লক্ষ্য করা যায়। দীর্ঘ সময় পর নিজেদের প্রতিনিধি নির্বাচনের সুযোগ পেয়ে তারা উচ্ছ্বসিত। বিভিন্ন হলে সকাল থেকে দীর্ঘ লাইন দেখা যায়। অনেকে বলেন, এই প্রথম তারা ভোট দিতে পেরেছেন এবং এই অভিজ্ঞতা তাদের কাছে স্মরণীয় হয়ে থাকবে। নির্বাচন কমিশন জানিয়েছে ভোটগ্রহণ শান্তিপূর্ণভাবে সম্পন্ন হয়েছে এবং কোথাও বড় ধরনের কোনো অপ্রীতিকর ঘটনা ঘটেনি। শিক্ষার্থীরা আশা করছেন নির্বাচিত প্রতিনিধিরা তাদের দাবি আদায়ে কাজ করবেন। — [302, 664, 400, 750]
signer-org: দুর্নীতি দমন কমিশন — [655, 1051, 693, 1058]
table-header-row — [491, 363, 733, 379]
table-cell: মো: রেজাউল হক, পিতা: আ: রাজ্জাক, গ্রাম: রাজাপুর, ঝালকাঠি — [104, 967, 248, 1001]
acc-ref: স্মারক নং-০৪.০১.০০০০.৫০৪.২২.০০৩.২২.৫৪১৭৮ — [490, 310, 588, 315]
story-text: ভোটের দিন সকাল থেকেই বিশ্ববিদ্যালয় ক্যাম্পাসে শিক্ষার্থীদের মধ্যে উৎসবমুখর পরিবেশ লক্ষ্য করা যায়। দীর্ঘ সময় পর নিজেদের প্রতিনিধি নির্বাচনের সুযোগ পেয়ে তারা উচ্ছ্বসিত। বিভিন্ন হলে সকাল থেকে দীর্ঘ লাইন দেখা যায়। অনেকে বলেন, এই প্রথম তারা ভোট দিতে পেরেছেন এবং এই অভিজ্ঞতা তাদের কাছে স্মরণীয় হয়ে থাকবে। নির্বাচন কমিশন জানিয়েছে ভোটগ্রহণ শান্তিপূর্ণভাবে সম্পন্ন হয়েছে এবং কোথাও বড় ধরনের কোনো অপ্রীতিকর ঘটনা ঘটেনি। শিক্ষার্থীরা আশা করছেন নির্বাচিত প্রতিনিধিরা তাদের দাবি আদায়ে কাজ করবেন। — [404, 1119, 478, 1232]
acc-intro: দুর্নীতি দমন কমিশনের নিম্নবর্ণিত শূন্য পদসমূহ অস্থায়ী ভিত্তিতে পূরণের জন্য পদের পার্শ্বে বর্ণিত জাতীয় বেতন স্কেল, ২০১৫-এর বেতনক্রমে বাংলাদেশের প্রকৃত নাগরিকদের নিকট থেকে অনলাইনে (Online) আবেদনপত্র আহ্বান করা যাচ্ছে: — [490, 340, 733, 360]
online-url[interactable]: https://acc.teletalk.com.bd — [490, 862, 560, 869]
table-header: পদের নাম — [512, 363, 563, 379]
acc-jobportal-qr-code[interactable] — [648, 926, 692, 970]
table-header-row — [20, 890, 293, 899]
main-story-col-3 — [300, 84, 440, 250]
filler-text: ভোটের দিন সকাল থেকেই বিশ্ববিদ্যালয় ক্যাম্পাসে শিক্ষার্থীদের মধ্যে উৎসবমুখর পরিবেশ লক্ষ্য করা যায়। দীর্ঘ সময় পর নিজেদের প্রতিনিধি নির্বাচনের সুযোগ পেয়ে তারা উচ্ছ্বসিত। বিভিন্ন হলে সকাল থেকে দীর্ঘ লাইন দেখা যায়। অনেকে বলেন, এই প্রথম তারা ভোট দিতে পেরেছেন এবং এই অভিজ্ঞতা তাদের কাছে স্মরণীয় হয়ে থাকবে। নির্বাচন কমিশন জানিয়েছে ভোটগ্রহণ শান্তিপূর্ণভাবে সম্পন্ন হয়েছে এবং কোথাও বড় ধরনের কোনো অপ্রীতিকর ঘটনা ঘটেনি। শিক্ষার্থীরা আশা করছেন নির্বাচিত প্রতিনিধিরা তাদের দাবি আদায়ে কাজ করবেন। — [490, 677, 733, 710]
table-cell: হিসাবরক্ষক — [512, 485, 563, 511]
header-rule — [12, 47, 739, 49]
story-text: ভোটের দিন সকাল থেকেই বিশ্ববিদ্যালয় ক্যাম্পাসে শিক্ষার্থীদের মধ্যে উৎসবমুখর পরিবেশ লক্ষ্য করা যায়। দীর্ঘ সময় পর নিজেদের প্রতিনিধি নির্বাচনের সুযোগ পেয়ে তারা উচ্ছ্বসিত। বিভিন্ন হলে সকাল থেকে দীর্ঘ লাইন দেখা যায়। অনেকে বলেন, এই প্রথম তারা ভোট দিতে পেরেছেন এবং এই অভিজ্ঞতা তাদের কাছে স্মরণীয় হয়ে থাকবে। নির্বাচন কমিশন জানিয়েছে ভোটগ্রহণ শান্তিপূর্ণভাবে সম্পন্ন হয়েছে এবং কোথাও বড় ধরনের কোনো অপ্রীতিকর ঘটনা ঘটেনি। শিক্ষার্থীরা আশা করছেন নির্বাচিত প্রতিনিধিরা তাদের দাবি আদায়ে কাজ করবেন। — [19, 852, 294, 885]
story-text: ভোটের দিন সকাল থেকেই বিশ্ববিদ্যালয় ক্যাম্পাসে শিক্ষার্থীদের মধ্যে উৎসবমুখর পরিবেশ লক্ষ্য করা যায়। দীর্ঘ সময় পর নিজেদের প্রতিনিধি নির্বাচনের সুযোগ পেয়ে তারা উচ্ছ্বসিত। বিভিন্ন হলে সকাল থেকে দীর্ঘ লাইন দেখা যায়। অনেকে বলেন, এই প্রথম তারা ভোট দিতে পেরেছেন এবং এই অভিজ্ঞতা তাদের কাছে স্মরণীয় হয়ে থাকবে। নির্বাচন কমিশন জানিয়েছে ভোটগ্রহণ শান্তিপূর্ণভাবে সম্পন্ন হয়েছে এবং কোথাও বড় ধরনের কোনো অপ্রীতিকর ঘটনা ঘটেনি। শিক্ষার্থীরা আশা করছেন নির্বাচিত প্রতিনিধিরা তাদের দাবি আদায়ে কাজ করবেন। — [302, 1218, 400, 1304]
main-story-col-1 — [12, 84, 152, 250]
table-row — [491, 378, 733, 407]
condition-item: ৬। প্রার্থীর নির্বাচন প্রক্রিয়ায় যেকোনো পর্যায়ে অযোগ্য প্রমাণিত হলে আবেদন বাতিল বলে গণ্য হবে। — [490, 630, 693, 637]
signer-title: পরিচালক (প্রশাসন ও মানবসম্পদ) — [640, 1032, 708, 1039]
table-cell-empty — [647, 537, 733, 546]
acc-notice-title — [568, 320, 658, 336]
main-byline: (১ম পৃষ্ঠার পর) — [12, 84, 46, 90]
bpsc-notice-title: বিজ্ঞপ্তি — [19, 691, 49, 702]
table-cell: ৩ — [620, 433, 647, 459]
table-total-row — [491, 537, 733, 546]
jhalokathi-subtitle: প্রধান কার্যালয়, ঝালকাঠি — [138, 816, 204, 824]
jhalokathi-ad — [12, 794, 298, 1086]
condition-item: ১০। কোন প্রকার তদবির প্রার্থীর অযোগ্যতা হিসেবে বিবেচিত হবে। — [490, 657, 625, 664]
table-cell: কোন স্বীকৃত বিশ্ববিদ্যালয় হইতে দ্বিতীয় শ্রেণির স্নাতক বা সমমানের ডিগ্রী তৎসহ এলএলবি ডিগ্রী — [647, 433, 733, 459]
bpsc-banner-text: বাংলাদেশ সরকারী কর্ম কমিশন — [63, 595, 247, 611]
story-text: ভোটের দিন সকাল থেকেই বিশ্ববিদ্যালয় ক্যাম্পাসে শিক্ষার্থীদের মধ্যে উৎসবমুখর পরিবেশ লক্ষ্য করা যায়। দীর্ঘ সময় পর নিজেদের প্রতিনিধি নির্বাচনের সুযোগ পেয়ে তারা উচ্ছ্বসিত। বিভিন্ন হলে সকাল থেকে দীর্ঘ লাইন দেখা যায়। অনেকে বলেন, এই প্রথম তারা ভোট দিতে পেরেছেন এবং এই অভিজ্ঞতা তাদের কাছে স্মরণীয় হয়ে থাকবে। নির্বাচন কমিশন জানিয়েছে ভোটগ্রহণ শান্তিপূর্ণভাবে সম্পন্ন হয়েছে এবং কোথাও বড় ধরনের কোনো অপ্রীতিকর ঘটনা ঘটেনি। শিক্ষার্থীরা আশা করছেন নির্বাচিত প্রতিনিধিরা তাদের দাবি আদায়ে কাজ করবেন। — [404, 803, 478, 915]
main-story-col-2 — [156, 84, 296, 250]
facebook-link[interactable]: DainikJugantor — [63, 40, 104, 46]
story-text: ভোটের দিন সকাল থেকেই বিশ্ববিদ্যালয় ক্যাম্পাসে শিক্ষার্থীদের মধ্যে উৎসবমুখর পরিবেশ লক্ষ্য করা যায়। দীর্ঘ সময় পর নিজেদের প্রতিনিধি নির্বাচনের সুযোগ পেয়ে তারা উচ্ছ্বসিত। বিভিন্ন হলে সকাল থেকে দীর্ঘ লাইন দেখা যায়। অনেকে বলেন, এই প্রথম তারা ভোট দিতে পেরেছেন এবং এই অভিজ্ঞতা তাদের কাছে স্মরণীয় হয়ে থাকবে। নির্বাচন কমিশন জানিয়েছে ভোটগ্রহণ শান্তিপূর্ণভাবে সম্পন্ন হয়েছে এবং কোথাও বড় ধরনের কোনো অপ্রীতিকর ঘটনা ঘটেনি। শিক্ষার্থীরা আশা করছেন নির্বাচিত প্রতিনিধিরা তাদের দাবি আদায়ে কাজ করবেন। — [302, 506, 400, 592]
stamp-line: (MCQ Type) — [42, 654, 68, 660]
table-cell: ০২ — [20, 933, 39, 967]
acc-apply-title: অনলাইনে (online) আবেদন ফরম পূরণ এবং পরীক্ষায় অংশগ্রহণের ক্ষেত্রে নিম্নলিখিত শর্তাবলী অনুসরণ করতে হবে: — [490, 588, 733, 594]
table-header: বিবরণীর নাম ও ঠিকানা — [104, 890, 248, 899]
middle-col-a — [302, 256, 401, 1383]
table-cell: আল আমিন জোয়ার্দার, পিতা: আবুল কাশেম জোয়ার্দার, গ্রাম: গাবতলী — [104, 899, 248, 933]
story-text: ভোটের দিন সকাল থেকেই বিশ্ববিদ্যালয় ক্যাম্পাসে শিক্ষার্থীদের মধ্যে উৎসবমুখর পরিবেশ লক্ষ্য করা যায়। দীর্ঘ সময় পর নিজেদের প্রতিনিধি নির্বাচনের সুযোগ পেয়ে তারা উচ্ছ্বসিত। বিভিন্ন হলে সকাল থেকে দীর্ঘ লাইন দেখা যায়। অনেকে বলেন, এই প্রথম তারা ভোট দিতে পেরেছেন এবং এই অভিজ্ঞতা তাদের কাছে স্মরণীয় হয়ে থাকবে। নির্বাচন কমিশন জানিয়েছে ভোটগ্রহণ শান্তিপূর্ণভাবে সম্পন্ন হয়েছে এবং কোথাও বড় ধরনের কোনো অপ্রীতিকর ঘটনা ঘটেনি। শিক্ষার্থীরা আশা করছেন নির্বাচিত প্রতিনিধিরা তাদের দাবি আদায়ে কাজ করবেন। — [404, 908, 478, 1021]
acc-logo: ⚖ — [492, 264, 520, 292]
table-cell: ৫ — [491, 485, 512, 511]
acc-title: দুর্নীতি দমন কমিশন — [584, 265, 675, 279]
signer-name: তানজিল খান — [213, 1043, 243, 1049]
table-header: বেতনক্রম — [563, 363, 620, 379]
table-row — [491, 433, 733, 459]
headline-rule — [12, 80, 739, 81]
story-text: ভোটের দিন সকাল থেকেই বিশ্ববিদ্যালয় ক্যাম্পাসে শিক্ষার্থীদের মধ্যে উৎসবমুখর পরিবেশ লক্ষ্য করা যায়। দীর্ঘ সময় পর নিজেদের প্রতিনিধি নির্বাচনের সুযোগ পেয়ে তারা উচ্ছ্বসিত। বিভিন্ন হলে সকাল থেকে দীর্ঘ লাইন দেখা যায়। অনেকে বলেন, এই প্রথম তারা ভোট দিতে পেরেছেন এবং এই অভিজ্ঞতা তাদের কাছে স্মরণীয় হয়ে থাকবে। নির্বাচন কমিশন জানিয়েছে ভোটগ্রহণ শান্তিপূর্ণভাবে সম্পন্ন হয়েছে এবং কোথাও বড় ধরনের কোনো অপ্রীতিকর ঘটনা ঘটেনি। শিক্ষার্থীরা আশা করছেন নির্বাচিত প্রতিনিধিরা তাদের দাবি আদায়ে কাজ করবেন। — [302, 743, 400, 830]
table-cell: জাতীয় বেতনস্কেল ১৬,০০০-৩৮,৬৪০/- (গ্রেড-১০) — [563, 407, 620, 433]
table-row — [491, 407, 733, 433]
table-cell: ০৩ — [20, 967, 39, 1001]
order-title-bar — [17, 837, 293, 849]
jhalokathi-ref: স্মারক নং-২৭.১২.৪২০০.৫০৬.০১.০৯.২৫-১০৮৩ — [19, 828, 120, 834]
acc-footnote: ১৩। নিয়োগ সংক্রান্ত যে কোন বিষয়ে নিয়োগকারী কর্তৃপক্ষের সিদ্ধান্ত চূড়ান্ত বলে গণ্য হবে। — [490, 994, 672, 1000]
acc-notice-title-text: নিয়োগ বিজ্ঞপ্তি — [582, 323, 644, 334]
story-text: ভোটের দিন সকাল থেকেই বিশ্ববিদ্যালয় ক্যাম্পাসে শিক্ষার্থীদের মধ্যে উৎসবমুখর পরিবেশ লক্ষ্য করা যায়। দীর্ঘ সময় পর নিজেদের প্রতিনিধি নির্বাচনের সুযোগ পেয়ে তারা উচ্ছ্বসিত। বিভিন্ন হলে সকাল থেকে দীর্ঘ লাইন দেখা যায়। অনেকে বলেন, এই প্রথম তারা ভোট দিতে পেরেছেন এবং এই অভিজ্ঞতা তাদের কাছে স্মরণীয় হয়ে থাকবে। নির্বাচন কমিশন জানিয়েছে ভোটগ্রহণ শান্তিপূর্ণভাবে সম্পন্ন হয়েছে এবং কোথাও বড় ধরনের কোনো অপ্রীতিকর ঘটনা ঘটেনি। শিক্ষার্থীরা আশা করছেন নির্বাচিত প্রতিনিধিরা তাদের দাবি আদায়ে কাজ করবেন। — [108, 278, 200, 364]
table-header: নিজ পোস্টের কোড/পদবি — [39, 890, 104, 899]
story-text: ভোটের দিন সকাল থেকেই বিশ্ববিদ্যালয় ক্যাম্পাসে শিক্ষার্থীদের মধ্যে উৎসবমুখর পরিবেশ লক্ষ্য করা যায়। দীর্ঘ সময় পর নিজেদের প্রতিনিধি নির্বাচনের সুযোগ পেয়ে তারা উচ্ছ্বসিত। বিভিন্ন হলে সকাল থেকে দীর্ঘ লাইন দেখা যায়। অনেকে বলেন, এই প্রথম তারা ভোট দিতে পেরেছেন এবং এই অভিজ্ঞতা তাদের কাছে স্মরণীয় হয়ে থাকবে। নির্বাচন কমিশন জানিয়েছে ভোটগ্রহণ শান্তিপূর্ণভাবে সম্পন্ন হয়েছে এবং কোথাও বড় ধরনের কোনো অপ্রীতিকর ঘটনা ঘটেনি। শিক্ষার্থীরা আশা করছেন নির্বাচিত প্রতিনিধিরা তাদের দাবি আদায়ে কাজ করবেন। — [12, 84, 152, 143]
table-cell: বি.আর ৩৪০/২২ — [39, 967, 104, 1001]
table-cell: জাতীয় বেতনস্কেল ২২,০০০-৫৩,০৬০/- (গ্রেড-৯) — [563, 378, 620, 407]
table-cell: ১ — [491, 378, 512, 407]
story-text: ভোটের দিন সকাল থেকেই বিশ্ববিদ্যালয় ক্যাম্পাসে শিক্ষার্থীদের মধ্যে উৎসবমুখর পরিবেশ লক্ষ্য করা যায়। দীর্ঘ সময় পর নিজেদের প্রতিনিধি নির্বাচনের সুযোগ পেয়ে তারা উচ্ছ্বসিত। বিভিন্ন হলে সকাল থেকে দীর্ঘ লাইন দেখা যায়। অনেকে বলেন, এই প্রথম তারা ভোট দিতে পেরেছেন এবং এই অভিজ্ঞতা তাদের কাছে স্মরণীয় হয়ে থাকবে। নির্বাচন কমিশন জানিয়েছে ভোটগ্রহণ শান্তিপূর্ণভাবে সম্পন্ন হয়েছে এবং কোথাও বড় ধরনের কোনো অপ্রীতিকর ঘটনা ঘটেনি। শিক্ষার্থীরা আশা করছেন নির্বাচিত প্রতিনিধিরা তাদের দাবি আদায়ে কাজ করবেন। — [156, 84, 296, 143]
table-header: ক্র. — [20, 890, 39, 899]
jhalokathi-table — [19, 889, 293, 1001]
jhalokathi-title: ঝালকাঠি পল্লী বিদ্যুৎ সমিতি — [104, 800, 238, 814]
qr-label-1: দুর্নীতি দমন কমিশন এর ওয়েবসাইটে প্রবেশ এর QR Code — [494, 974, 586, 987]
story-text: ভোটের দিন সকাল থেকেই বিশ্ববিদ্যালয় ক্যাম্পাসে শিক্ষার্থীদের মধ্যে উৎসবমুখর পরিবেশ লক্ষ্য করা যায়। দীর্ঘ সময় পর নিজেদের প্রতিনিধি নির্বাচনের সুযোগ পেয়ে তারা উচ্ছ্বসিত। বিভিন্ন হলে সকাল থেকে দীর্ঘ লাইন দেখা যায়। অনেকে বলেন, এই প্রথম তারা ভোট দিতে পেরেছেন এবং এই অভিজ্ঞতা তাদের কাছে স্মরণীয় হয়ে থাকবে। নির্বাচন কমিশন জানিয়েছে ভোটগ্রহণ শান্তিপূর্ণভাবে সম্পন্ন হয়েছে এবং কোথাও বড় ধরনের কোনো অপ্রীতিকর ঘটনা ঘটেনি। শিক্ষার্থীরা আশা করছেন নির্বাচিত প্রতিনিধিরা তাদের দাবি আদায়ে কাজ করবেন। — [302, 256, 400, 342]
table-cell: কোন স্বীকৃত বোর্ড হইতে বাণিজ্য শাখায় দ্বিতীয় বিভাগে উচ্চ মাধ্যমিক বা সমমানের সার্টিফিকেট — [647, 511, 733, 537]
qr-label-2: দুর্নীতি দমন কমিশন এর টেলিটক জব পোর্টাল প্রবেশ এর QR Code — [625, 974, 715, 987]
story-text: ভোটের দিন সকাল থেকেই বিশ্ববিদ্যালয় ক্যাম্পাসে শিক্ষার্থীদের মধ্যে উৎসবমুখর পরিবেশ লক্ষ্য করা যায়। দীর্ঘ সময় পর নিজেদের প্রতিনিধি নির্বাচনের সুযোগ পেয়ে তারা উচ্ছ্বসিত। বিভিন্ন হলে সকাল থেকে দীর্ঘ লাইন দেখা যায়। অনেকে বলেন, এই প্রথম তারা ভোট দিতে পেরেছেন এবং এই অভিজ্ঞতা তাদের কাছে স্মরণীয় হয়ে থাকবে। নির্বাচন কমিশন জানিয়েছে ভোটগ্রহণ শান্তিপূর্ণভাবে সম্পন্ন হয়েছে এবং কোথাও বড় ধরনের কোনো অপ্রীতিকর ঘটনা ঘটেনি। শিক্ষার্থীরা আশা করছেন নির্বাচিত প্রতিনিধিরা তাদের দাবি আদায়ে কাজ করবেন। — [302, 1297, 400, 1383]
condition-item: ৩। প্রার্থীর বয়স ০১ সেপ্টেম্বর, ২০২৫ তারিখে ১৮ থেকে ৩২ বছরের মধ্যে হতে হবে। — [490, 611, 661, 618]
